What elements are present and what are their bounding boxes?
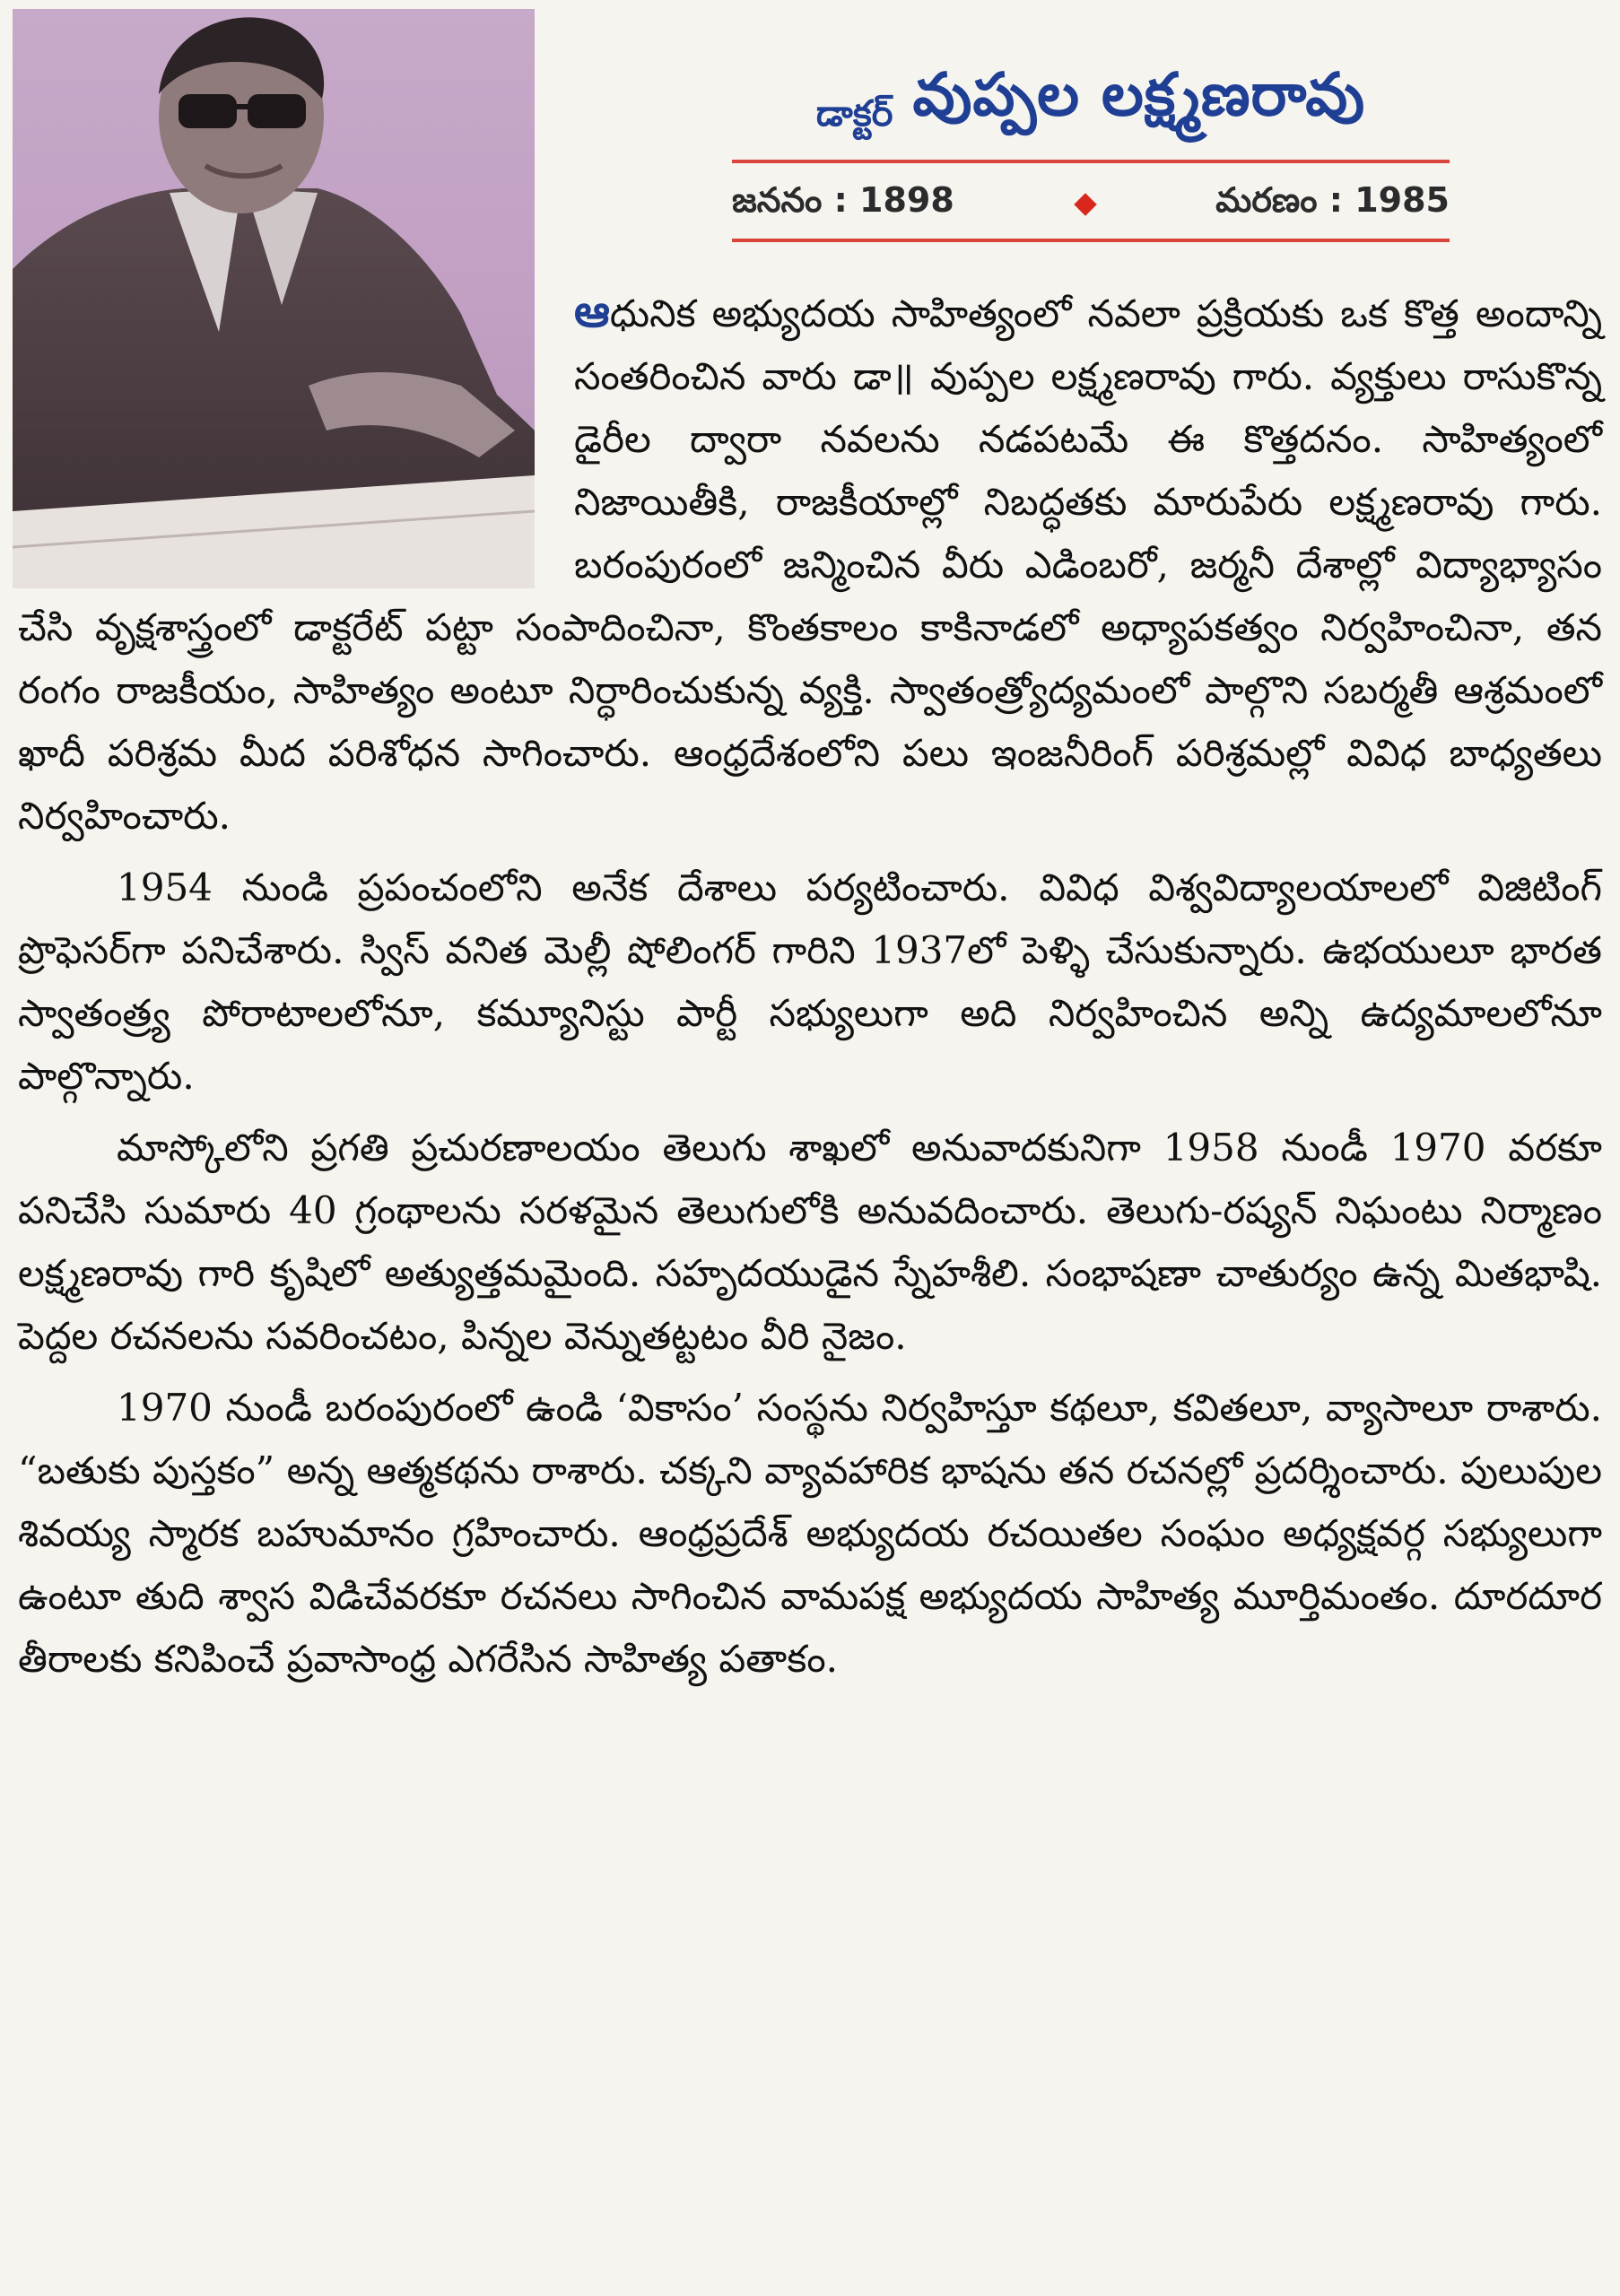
paragraph-3: మాస్కోలోని ప్రగతి ప్రచురణాలయం తెలుగు శాఖలో అనువాదకునిగా 1958 నుండీ 1970 వరకూ పనిచేసి సుమారు 40 గ్రంథాలను సరళమైన తెలుగులోకి అనువదించారు. తెలుగు-రష్యన్ నిఘంటు నిర్మాణం లక్ష్మణరావు గారి కృషిలో అత్యుత్తమమైంది. సహృదయుడైన స్నేహశీలి. సంభాషణా చాతుర్యం ఉన్న మితభాషి. పెద్దల రచనలను సవరించటం, పిన్నల వెన్నుతట్టటం వీరి నైజం.: [18, 1126, 1602, 1358]
title-name: వుప్పల లక్ష్మణరావు: [912, 60, 1366, 129]
paragraph-2: 1954 నుండి ప్రపంచంలోని అనేక దేశాలు పర్యటించారు. వివిధ విశ్వవిద్యాలయాలలో విజిటింగ్ ప్రొఫెసర్‌గా పనిచేశారు. స్విస్ వనిత మెల్లీ షోలింగర్ గారిని 1937లో పెళ్ళి చేసుకున్నారు. ఉభయులూ భారత స్వాతంత్ర్య పోరాటాలలోనూ, కమ్యూనిస్టు పార్టీ సభ్యులుగా అది నిర్వహించిన అన్ని ఉద్యమాలలోనూ పాల్గొన్నారు.: [18, 865, 1602, 1098]
paragraph-4: 1970 నుండీ బరంపురంలో ఉండి ‘వికాసం’ సంస్థను నిర్వహిస్తూ కథలూ, కవితలూ, వ్యాసాలూ రాశారు. “బతుకు పుస్తకం” అన్న ఆత్మకథను రాశారు. చక్కని వ్యావహారిక భాషను తన రచనల్లో ప్రదర్శించారు. పులుపుల శివయ్య స్మారక బహుమానం గ్రహించారు. ఆంధ్రప్రదేశ్ అభ్యుదయ రచయితల సంఘం అధ్యక్షవర్గ సభ్యులుగా ఉంటూ తుది శ్వాస విడిచేవరకూ రచనలు సాగించిన వామపక్ష అభ్యుదయ సాహిత్య మూర్తిమంతం. దూరదూర తీరాలకు కనిపించే ప్రవాసాంధ్ర ఎగరేసిన సాహిత్య పతాకం.: [18, 1386, 1602, 1681]
divider-bottom: [732, 239, 1450, 242]
death-date: మరణం : 1985: [1215, 180, 1450, 220]
paragraph-1-text: ధునిక అభ్యుదయ సాహిత్యంలో నవలా ప్రక్రియకు ఒక కొత్త అందాన్ని సంతరించిన వారు డా॥ వుప్పల లక్ష్మణరావు గారు. వ్యక్తులు రాసుకొన్న డైరీల ద్వారా నవలను నడపటమే ఈ కొత్తదనం. సాహిత్యంలో నిజాయితీకి, రాజకీయాల్లో నిబద్ధతకు మారుపేరు లక్ష్మణరావు గారు. బరంపురంలో జన్మించిన వీరు ఎడింబరో, జర్మనీ దేశాల్లో విద్యాభ్యాసం చేసి వృక్షశాస్త్రంలో డాక్టరేట్ పట్టా సంపాదించినా, కొంతకాలం కాకినాడలో అధ్యాపకత్వం నిర్వహించినా, తన రంగం రాజకీయం, సాహిత్యం అంటూ నిర్ధారించుకున్న వ్యక్తి. స్వాతంత్ర్యోద్యమంలో పాల్గొని సబర్మతీ ఆశ్రమంలో ఖాదీ పరిశ్రమ మీద పరిశోధన సాగించారు. ఆంధ్రదేశంలోని పలు ఇంజనీరింగ్ పరిశ్రమల్లో వివిధ బాధ్యతలు నిర్వహించారు.: [18, 291, 1602, 838]
life-dates: [732, 179, 1450, 230]
divider-top: [732, 160, 1450, 163]
title-prefix: డాక్టర్: [815, 93, 893, 135]
diamond-icon: [1074, 193, 1096, 215]
article-body: [18, 280, 1602, 1691]
drop-cap: ఆ: [574, 284, 610, 337]
birth-date: జననం : 1898: [732, 180, 954, 220]
photo-wrap-space: [18, 273, 574, 588]
page-title: [723, 36, 1459, 144]
